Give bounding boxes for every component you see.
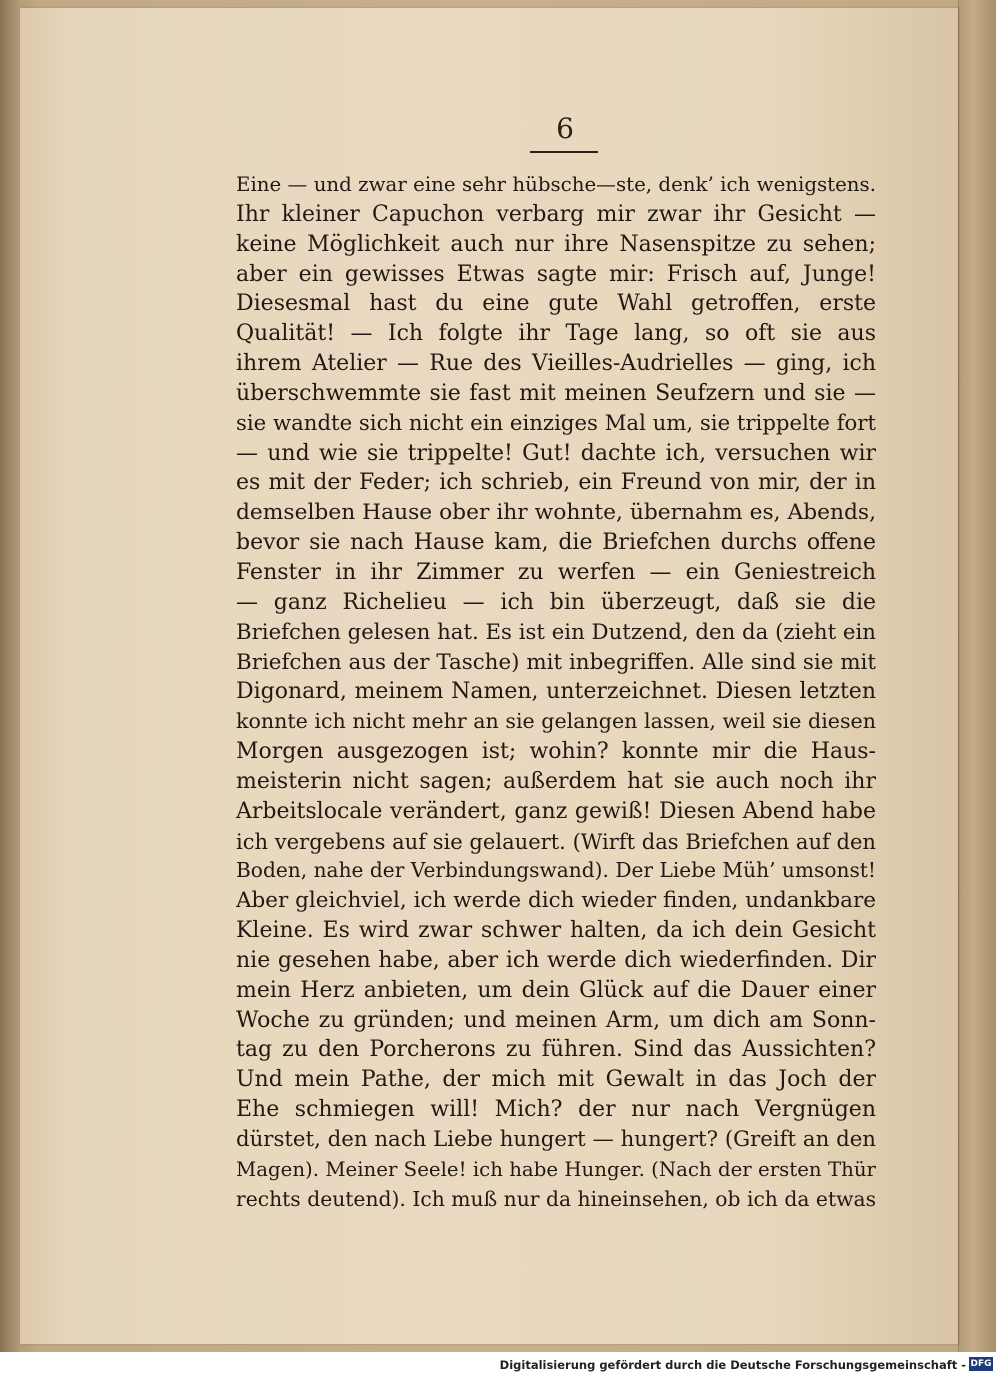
dfg-logo-icon: DFG — [970, 1359, 992, 1369]
text-line: tag zu den Porcherons zu führen. Sind das Aussichten? — [236, 1037, 876, 1063]
text-line: keine Möglichkeit auch nur ihre Nasenspitze zu sehen; — [236, 231, 876, 257]
digitization-credit: Digitalisierung gefördert durch die Deutsche Forschungsgemeinschaft - — [499, 1358, 966, 1372]
text-line: Briefchen aus der Tasche) mit inbegriffen. Alle sind sie mit — [236, 649, 876, 675]
text-line: sie wandte sich nicht ein einziges Mal um, sie trippelte fort — [236, 410, 876, 436]
text-line: aber ein gewisses Etwas sagte mir: Frisch auf, Junge! — [236, 261, 876, 287]
text-line: Aber gleichviel, ich werde dich wieder finden, undankbare — [236, 888, 876, 914]
text-line: ich vergebens auf sie gelauert. (Wirft das Briefchen auf den — [236, 828, 876, 854]
text-line: Arbeitslocale verändert, ganz gewiß! Diesen Abend habe — [236, 798, 876, 824]
text-line: — ganz Richelieu — ich bin überzeugt, daß sie die — [236, 589, 876, 615]
text-line: Qualität! — Ich folgte ihr Tage lang, so oft sie aus — [236, 321, 876, 347]
text-line: Eine — und zwar eine sehr hübsche—ste, denk’ ich wenigstens. — [236, 173, 876, 196]
page-number-rule — [530, 151, 598, 153]
text-line: dürstet, den nach Liebe hungert — hungert? (Greift an den — [236, 1127, 876, 1152]
text-line: mein Herz anbieten, um dein Glück auf die Dauer einer — [236, 977, 876, 1003]
text-line: Diesesmal hast du eine gute Wahl getroffen, erste — [236, 291, 876, 317]
text-line: meisterin nicht sagen; außerdem hat sie auch noch ihr — [236, 768, 876, 794]
text-line: Fenster in ihr Zimmer zu werfen — ein Geniestreich — [236, 559, 876, 585]
text-line: Digonard, meinem Namen, unterzeichnet. Diesen letzten — [236, 679, 876, 705]
text-line: bevor sie nach Hause kam, die Briefchen durchs offene — [236, 530, 876, 556]
text-line: ihrem Atelier — Rue des Vieilles-Audrielles — ging, ich — [236, 351, 876, 377]
text-line: überschwemmte sie fast mit meinen Seufzern und sie — — [236, 380, 876, 406]
text-line: nie gesehen habe, aber ich werde dich wiederfinden. Dir — [236, 947, 876, 973]
text-line: Und mein Pathe, der mich mit Gewalt in das Joch der — [236, 1067, 876, 1093]
text-line: Ihr kleiner Capuchon verbarg mir zwar ihr Gesicht — — [236, 201, 876, 227]
text-line: rechts deutend). Ich muß nur da hineinsehen, ob ich da etwas — [236, 1186, 876, 1211]
text-line: Ehe schmiegen will! Mich? der nur nach Vergnügen — [236, 1097, 876, 1123]
text-line: Boden, nahe der Verbindungswand). Der Liebe Müh’ umsonst! — [236, 858, 876, 883]
underlying-page-edge — [958, 0, 996, 1352]
text-line: demselben Hause ober ihr wohnte, übernahm es, Abends, — [236, 500, 876, 526]
page-number: 6 — [556, 112, 574, 145]
text-line: Woche zu gründen; und meinen Arm, um dich am Sonn- — [236, 1007, 876, 1033]
text-line: Briefchen gelesen hat. Es ist ein Dutzend, den da (zieht ein — [236, 619, 876, 645]
body-text — [236, 170, 876, 1215]
text-line: — und wie sie trippelte! Gut! dachte ich, versuchen wir — [236, 440, 876, 466]
text-line: Magen). Meiner Seele! ich habe Hunger. (Nach der ersten Thür — [236, 1157, 876, 1181]
text-line: es mit der Feder; ich schrieb, ein Freund von mir, der in — [236, 470, 876, 496]
text-line: Morgen ausgezogen ist; wohin? konnte mir die Haus- — [236, 739, 876, 765]
text-line: konnte ich nicht mehr an sie gelangen lassen, weil sie diesen — [236, 709, 876, 734]
text-line: Kleine. Es wird zwar schwer halten, da ich dein Gesicht — [236, 918, 876, 944]
